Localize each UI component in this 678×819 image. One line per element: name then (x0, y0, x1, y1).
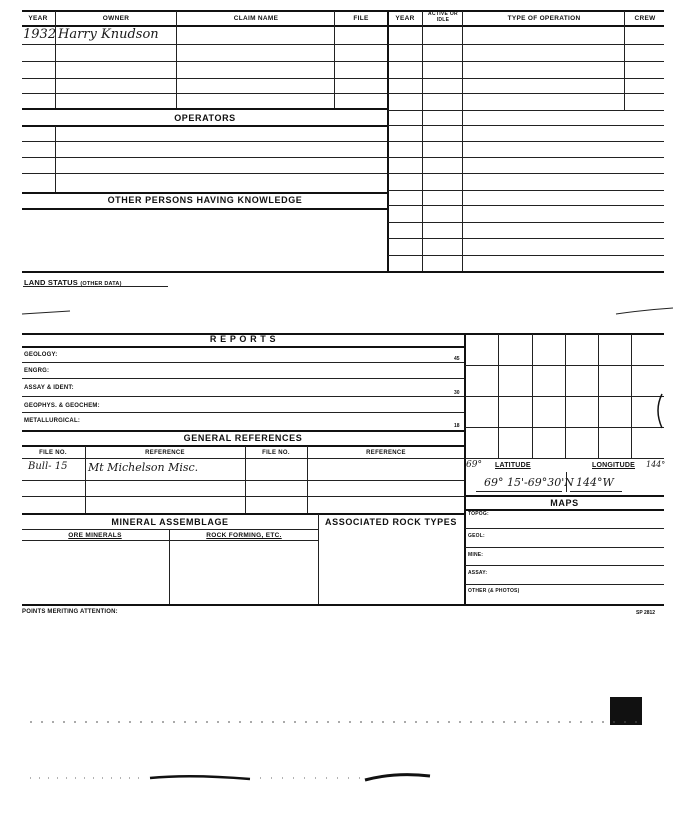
report-assay-num: 30 (454, 390, 460, 396)
grid-bracket-mark (650, 392, 664, 432)
report-geology-label: GEOLOGY: (24, 352, 58, 358)
report-metallurgical-num: 18 (454, 423, 460, 429)
ref-file-no2-header: FILE NO. (262, 450, 290, 456)
land-status-sub: (OTHER DATA) (80, 281, 122, 287)
op-type-header: TYPE OF OPERATION (507, 15, 581, 22)
ore-minerals-header: ORE MINERALS (68, 532, 122, 539)
report-metallurgical-label: METALLURGICAL: (24, 418, 81, 424)
op-crew-header: CREW (634, 15, 656, 22)
claim-year-value: 1932 (23, 27, 57, 42)
report-geology-num: 45 (454, 356, 460, 362)
points-meriting-label: POINTS MERITING ATTENTION: (22, 609, 118, 615)
lon-suffix: 144° (646, 460, 666, 469)
longitude-label: LONGITUDE (592, 462, 636, 469)
mineral-assemblage-title: MINERAL ASSEMBLAGE (111, 517, 229, 527)
general-references-title: GENERAL REFERENCES (183, 433, 303, 443)
col-year-header: YEAR (28, 15, 48, 22)
latitude-value: 69° 15'-69°30'N (484, 476, 574, 489)
map-assay-label: ASSAY: (468, 570, 488, 576)
knowledge-title: OTHER PERSONS HAVING KNOWLEDGE (107, 195, 303, 205)
claim-owner-value: Harry Knudson (58, 27, 159, 42)
op-active-header: ACTIVE OR IDLE (428, 11, 458, 23)
operators-title: OPERATORS (174, 113, 236, 123)
land-status-text: LAND STATUS (24, 278, 79, 287)
longitude-value: 144°W (576, 476, 614, 489)
maps-title: MAPS (550, 498, 579, 508)
report-assay-label: ASSAY & IDENT: (24, 385, 74, 391)
reports-title: R E P O R T S (209, 334, 277, 344)
col-owner-header: OWNER (102, 15, 130, 22)
latitude-label: LATITUDE (495, 462, 531, 469)
ref-reference-value: Mt Michelson Misc. (88, 461, 199, 474)
associated-rock-types: ASSOCIATED ROCK TYPES (325, 517, 457, 527)
ref-reference2-header: REFERENCE (366, 450, 406, 456)
bottom-scan-strokes (20, 768, 660, 788)
col-file-header: FILE (353, 15, 369, 22)
ref-reference-header: REFERENCE (145, 450, 185, 456)
ref-file-no-value: Bull- 15 (28, 461, 68, 472)
map-other-label: OTHER (& PHOTOS) (468, 588, 520, 594)
land-status-marks (18, 305, 678, 325)
dotted-scan-line (20, 715, 660, 729)
map-geol-label: GEOL: (468, 533, 485, 539)
report-engrg-label: ENGRG: (24, 368, 50, 374)
rock-forming-header: ROCK FORMING, ETC. (206, 532, 282, 539)
map-mine-label: MINE: (468, 552, 484, 558)
map-topog-label: TOPOG: (468, 511, 489, 517)
form-number: SP 2812 (636, 610, 656, 616)
report-geophys-label: GEOPHYS. & GEOCHEM: (24, 403, 100, 409)
col-claim-name-header: CLAIM NAME (233, 15, 279, 22)
ref-file-no-header: FILE NO. (39, 450, 67, 456)
op-year-header: YEAR (395, 15, 415, 22)
lat-prefix: 69° (466, 460, 482, 470)
